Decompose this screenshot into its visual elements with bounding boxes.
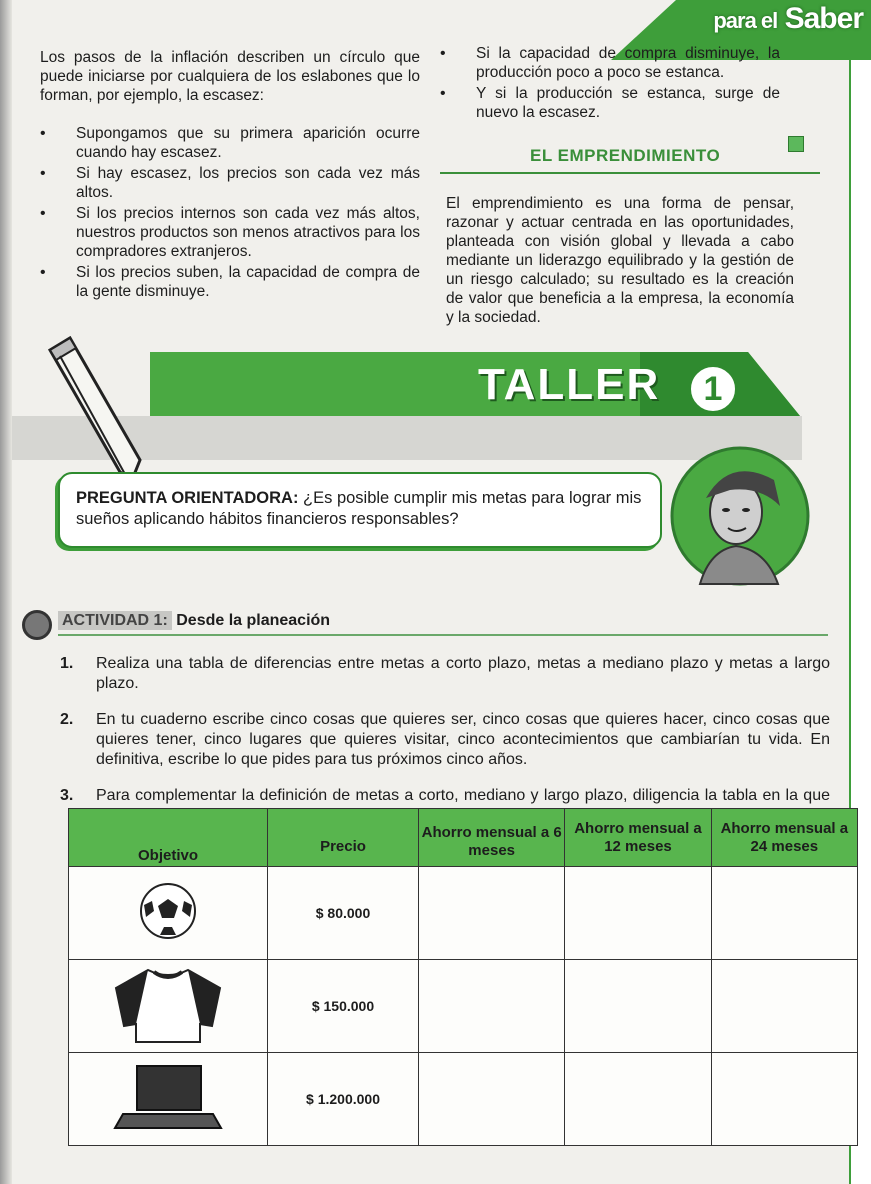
input-cell[interactable]	[711, 867, 857, 960]
emprendimiento-body: El emprendimiento es una forma de pensar, razonar y actuar centrada en las oportunidades, planteada con visión global y llevada a cabo mediante un liderazgo equilibrado y la gestión de un riesgo calculado; su resultado es la creación de valor que beneficia a la empresa, la economía y la sociedad.	[446, 195, 794, 326]
taller-label: TALLER	[478, 360, 661, 409]
col-precio: Precio	[268, 809, 419, 867]
section-divider	[440, 172, 820, 174]
laptop-icon	[113, 1062, 223, 1132]
list-item: • Si hay escasez, los precios son cada vez más altos.	[40, 164, 420, 202]
price-cell: $ 1.200.000	[268, 1053, 419, 1146]
guiding-question-text: ¿Es posible cumplir mis metas para lograr mis sueños aplicando hábitos financieros responsables?	[76, 489, 642, 528]
task-item: 3. Para complementar la definición de metas a corto, mediano y largo plazo, diligencia la tabla en la que	[60, 787, 830, 804]
table-row	[69, 867, 858, 960]
savings-table	[68, 808, 858, 1146]
guiding-question-label: PREGUNTA ORIENTADORA:	[76, 489, 299, 507]
activity-heading	[58, 612, 330, 630]
list-item: • Y si la producción se estanca, surge de nuevo la escasez.	[440, 84, 780, 122]
input-cell[interactable]	[419, 867, 565, 960]
activity-title: Desde la planeación	[176, 612, 331, 629]
section-marker-icon	[788, 136, 804, 152]
activity-tag: ACTIVIDAD 1:	[58, 611, 172, 630]
emprendimiento-title: EL EMPRENDIMIENTO	[530, 146, 721, 165]
woman-avatar-icon	[670, 446, 810, 586]
taller-number: 1	[688, 364, 738, 414]
input-cell[interactable]	[711, 1053, 857, 1146]
input-cell[interactable]	[419, 1053, 565, 1146]
guiding-question	[76, 488, 646, 530]
tshirt-icon	[108, 964, 228, 1044]
input-cell[interactable]	[565, 960, 711, 1053]
corner-title-b: Saber	[784, 2, 863, 35]
objective-cell	[69, 960, 268, 1053]
price-cell: $ 150.000	[268, 960, 419, 1053]
list-item: • Supongamos que su primera aparición ocurre cuando hay escasez.	[40, 124, 420, 162]
input-cell[interactable]	[565, 1053, 711, 1146]
soccer-ball-icon	[138, 881, 198, 941]
input-cell[interactable]	[711, 960, 857, 1053]
activity-divider	[58, 634, 828, 636]
task-item: 1. Realiza una tabla de diferencias entre metas a corto plazo, metas a mediano plazo y metas a largo plazo.	[60, 655, 830, 692]
col-12-meses: Ahorro mensual a 12 meses	[565, 809, 711, 867]
corner-title	[713, 2, 863, 36]
list-item: • Si la capacidad de compra disminuye, la producción poco a poco se estanca.	[440, 44, 780, 82]
pencil-icon	[40, 330, 150, 490]
objective-cell	[69, 1053, 268, 1146]
table-row	[69, 1053, 858, 1146]
corner-title-a: para el	[713, 8, 778, 33]
list-item: • Si los precios internos son cada vez más altos, nuestros productos son menos atractivos para los compradores extranjeros.	[40, 204, 420, 261]
col-24-meses: Ahorro mensual a 24 meses	[711, 809, 857, 867]
col-objetivo: Objetivo	[69, 809, 268, 867]
col-6-meses: Ahorro mensual a 6 meses	[419, 809, 565, 867]
inflation-steps-right	[440, 44, 780, 124]
input-cell[interactable]	[565, 867, 711, 960]
list-item: • Si los precios suben, la capacidad de compra de la gente disminuye.	[40, 263, 420, 301]
intro-paragraph: Los pasos de la inflación describen un círculo que puede iniciarse por cualquiera de los eslabones que lo forman, por ejemplo, la escasez:	[40, 49, 420, 104]
inflation-steps-left	[40, 124, 420, 303]
task-item: 2. En tu cuaderno escribe cinco cosas que quieres ser, cinco cosas que quieres hacer, cinco cosas que quieres tener, cinco lugares que quieres visitar, cinco acontecimientos que cambiarían tu vida. En definitiva, escribe lo que pides para tus próximos cinco años.	[60, 711, 830, 768]
input-cell[interactable]	[419, 960, 565, 1053]
activity-bullet-icon	[22, 610, 52, 640]
page-edge	[0, 0, 12, 1184]
price-cell: $ 80.000	[268, 867, 419, 960]
table-row	[69, 960, 858, 1053]
objective-cell	[69, 867, 268, 960]
